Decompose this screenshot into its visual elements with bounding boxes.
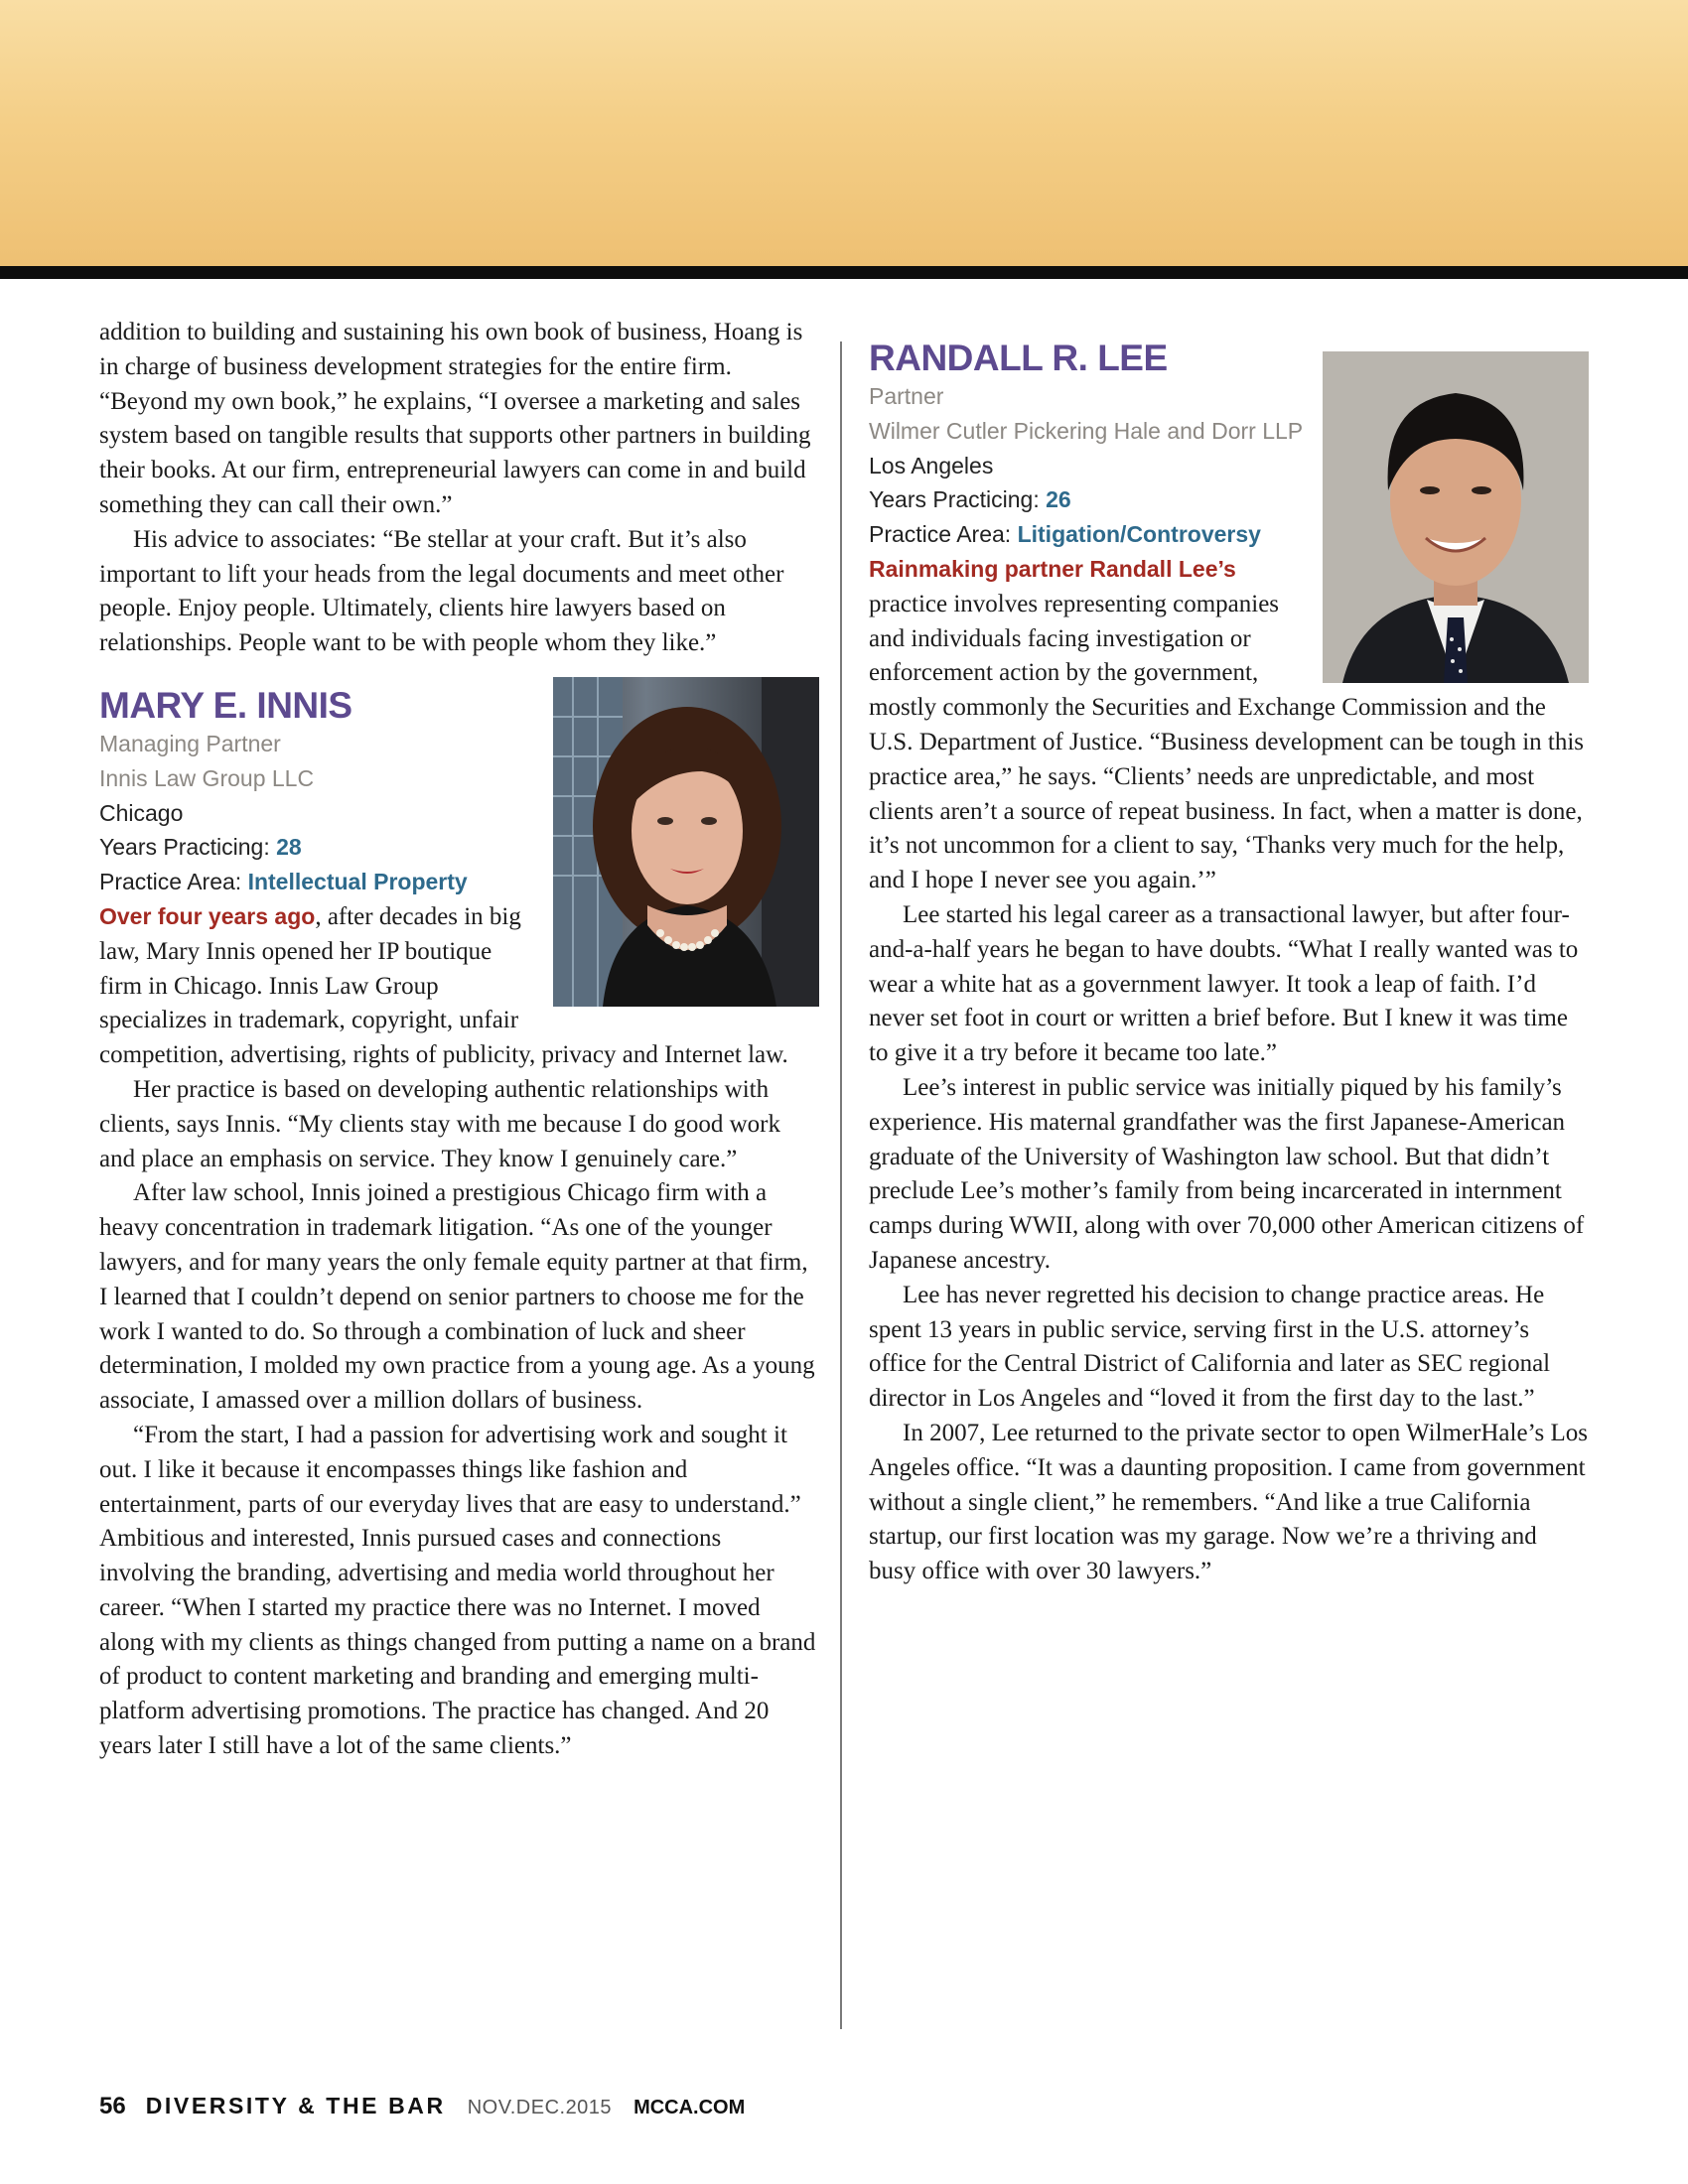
lee-paragraph-3: Lee’s interest in public service was initially piqued by his family’s experience. His maternal grandfather was the first Japanese-American graduate of the University of Washington law school. But that didn’t preclude Lee’s mother’s family from being incarcerated in internment camps during WWII, along with over 70,000 other American citizens of Japanese ancestry.: [869, 1073, 1585, 1274]
intro-paragraph-1: addition to building and sustaining his own book of business, Hoang is in charge of business development strategies for the entire firm. “Beyond my own book,” he explains, “I oversee a marketing and sales system based on tangible results that supports other partners in building their books. At our firm, entrepreneurial lawyers can come in and build something they can call their own.”: [99, 319, 811, 518]
innis-name: MARY E. INNIS: [99, 684, 352, 726]
lee-lead: Rainmaking partner Randall Lee’s: [869, 555, 1236, 582]
innis-paragraph-2: Her practice is based on developing authentic relationships with clients, says Innis. “My clients stay with me because I do good work and place an emphasis on service. They know I genuinely care.”: [99, 1075, 780, 1172]
innis-paragraph-4: “From the start, I had a passion for advertising work and sought it out. I like it because it encompasses things like fashion and entertainment, parts of our everyday lives that are easy to understand.” Ambitious and interested, Innis pursued cases and connections involving the branding, advertising and media world throughout her career. “When I started my practice there was no Internet. I moved along with my clients as things changed from putting a name on a brand of product to content marketing and branding and emerging multi-platform advertising promotions. The practice has changed. And 20 years later I still have a lot of the same clients.”: [99, 1421, 816, 1760]
innis-profile: [99, 685, 819, 1764]
lee-photo: [1323, 351, 1589, 683]
innis-area-value: Intellectual Property: [247, 869, 468, 895]
website-link[interactable]: MCCA.COM: [633, 2097, 746, 2118]
lee-firm: Wilmer Cutler Pickering Hale and Dorr LLP: [869, 417, 1304, 444]
lee-paragraph-4: Lee has never regretted his decision to change practice areas. He spent 13 years in public service, serving first in the U.S. attorney’s office for the Central District of California and later as SEC regional director in Los Angeles and “loved it from the first day to the last.”: [869, 1281, 1551, 1413]
intro-paragraph-2: His advice to associates: “Be stellar at your craft. But it’s also important to lift your heads from the legal documents and meet other people. Enjoy people. Ultimately, clients hire lawyers based on relationships. People want to be with people whom they like.”: [99, 525, 784, 657]
lee-years-label: Years Practicing:: [869, 486, 1047, 513]
lee-name: RANDALL R. LEE: [869, 338, 1168, 378]
lee-paragraph-2: Lee started his legal career as a transactional lawyer, but after four-and-a-half years he began to have doubts. “What I really wanted was to wear a white hat as a government lawyer. It took a leap of faith. I’d never set foot in court or written a brief before. But I knew it was time to give it a try before it became too late.”: [869, 900, 1579, 1067]
innis-paragraph-1-rest: , after decades in big law, Mary Innis opened her IP boutique firm in Chicago. Innis Law Group specializes in trademark, copyright, unfair competition, advertising, rights of publicity, privacy and Internet law.: [99, 902, 788, 1069]
innis-lead: Over four years ago: [99, 902, 316, 929]
column-divider: [840, 341, 842, 2029]
innis-area-label: Practice Area:: [99, 869, 248, 895]
issue-date: NOV.DEC.2015: [467, 2097, 613, 2118]
publication-title: DIVERSITY & THE BAR: [145, 2093, 446, 2118]
lee-area-value: Litigation/Controversy: [1017, 521, 1261, 548]
innis-title: Managing Partner: [99, 730, 281, 756]
lee-years-value: 26: [1046, 486, 1071, 513]
lee-paragraph-5: In 2007, Lee returned to the private sector to open WilmerHale’s Los Angeles office. “It was a daunting proposition. I came from government without a single client,” he remembers. “And like a true California startup, our first location was my garage. Now we’re a thriving and busy office with over 30 lawyers.”: [869, 1419, 1588, 1585]
innis-years-value: 28: [276, 834, 302, 861]
lee-city: Los Angeles: [869, 452, 994, 478]
left-column: [99, 316, 819, 1764]
lee-paragraph-1-rest: practice involves representing companies and individuals facing investigation or enforcement action by the government, mostly commonly the Securities and Exchange Commission and the U.S. Department of Justice. “Business development can be tough in this practice area,” he says. “Clients’ needs are unpredictable, and most clients aren’t a source of repeat business. In fact, when a matter is done, it’s not uncommon for a client to say, ‘Thanks very much for the help, and I hope I never see you again.’”: [869, 590, 1585, 894]
innis-city: Chicago: [99, 799, 184, 826]
lee-title: Partner: [869, 383, 944, 409]
lee-profile: [869, 338, 1589, 1589]
header-rule: [0, 266, 1688, 279]
header-banner: [0, 0, 1688, 266]
innis-firm: Innis Law Group LLC: [99, 764, 315, 791]
lee-area-label: Practice Area:: [869, 521, 1018, 548]
innis-years-label: Years Practicing:: [99, 834, 277, 861]
page-number: 56: [99, 2093, 126, 2119]
right-column: [869, 316, 1589, 1589]
innis-photo: [553, 677, 819, 1007]
innis-paragraph-3: After law school, Innis joined a prestigious Chicago firm with a heavy concentration in trademark litigation. “As one of the younger lawyers, and for many years the only female equity partner at that firm, I learned that I couldn’t depend on senior partners to choose me for the work I wanted to do. So through a combination of luck and sheer determination, I molded my own practice from a young age. As a young associate, I amassed over a million dollars of business.: [99, 1179, 815, 1415]
page-footer: [99, 2093, 1092, 2122]
